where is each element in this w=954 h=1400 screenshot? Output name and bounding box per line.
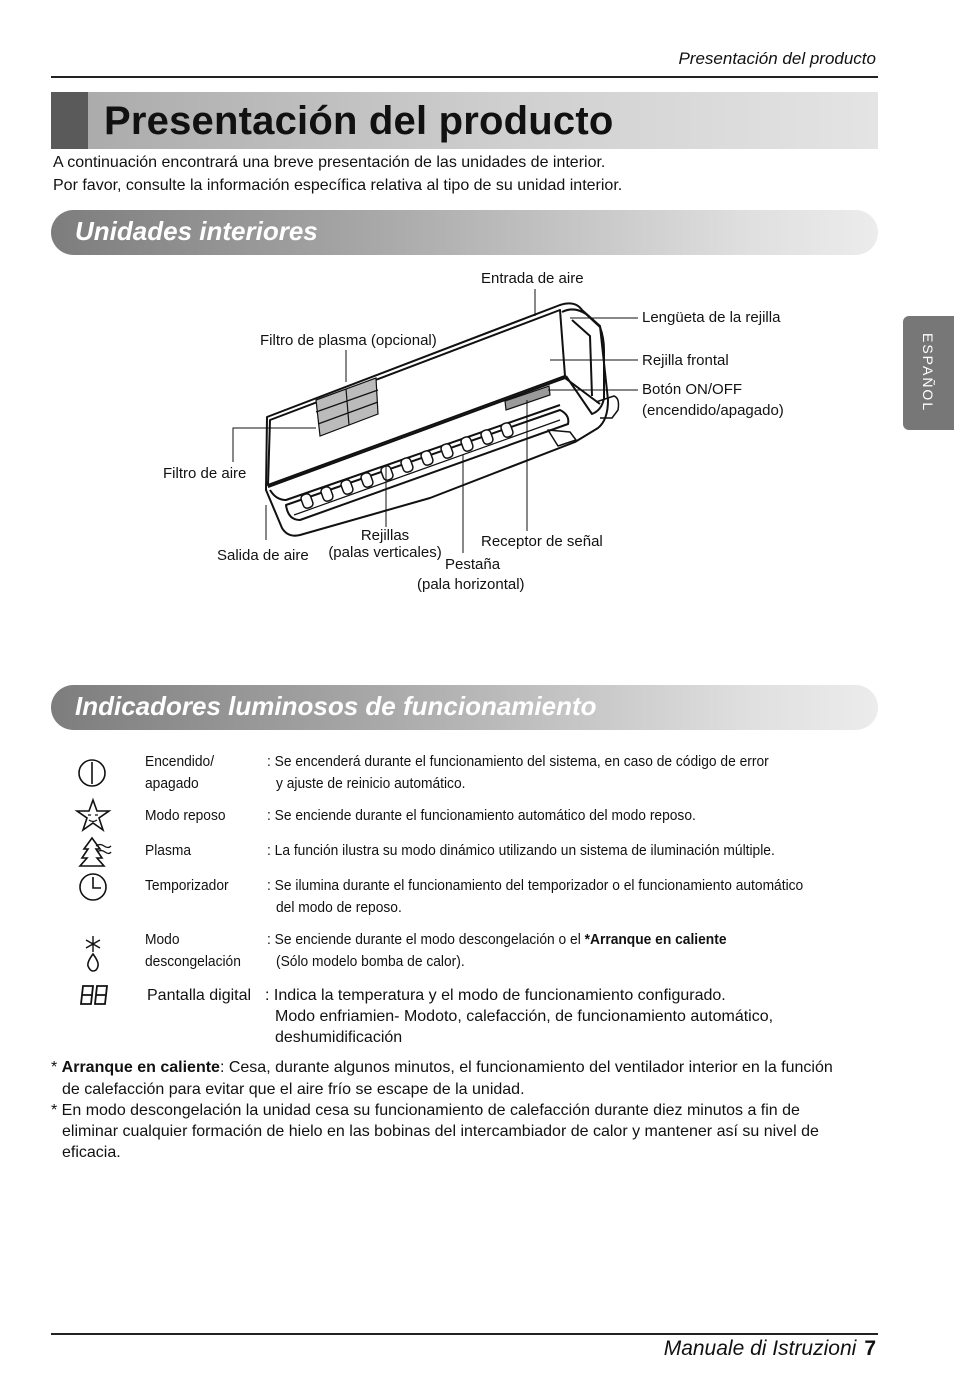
footer-manual: Manuale di Istruzioni [663, 1337, 857, 1360]
note-hot-start-star: * [51, 1059, 62, 1076]
footer-rule [51, 1333, 878, 1335]
note-hot-start-bold: Arranque en caliente [61, 1059, 220, 1076]
indicator-name-power: Encendido/ [145, 753, 215, 770]
indicator-name-defrost-2: descongelación [145, 953, 241, 970]
indicator-desc-defrost-bold: *Arranque en caliente [584, 931, 727, 948]
indicator-desc-plasma: : La función ilustra su modo dinámico utilizando un sistema de iluminación múltiple. [267, 842, 775, 859]
indicator-name-sleep: Modo reposo [145, 807, 226, 824]
label-horizontal-vane-sub: (pala horizontal) [417, 576, 525, 593]
label-air-outlet: Salida de aire [217, 547, 309, 564]
label-onoff-button: Botón ON/OFF [642, 381, 743, 398]
running-header: Presentación del producto [678, 49, 876, 68]
indicator-desc-defrost-2: (Sólo modelo bomba de calor). [276, 953, 465, 970]
intro-line-1: A continuación encontrará una breve presentación de las unidades de interior. [53, 154, 606, 171]
indicator-desc-timer-2: del modo de reposo. [276, 899, 402, 916]
note-hot-start [51, 1059, 833, 1077]
indicator-desc-defrost-text: : Se enciende durante el modo descongelación o el [267, 931, 585, 948]
intro-line-2: Por favor, consulte la información específica relativa al tipo de su unidad interior. [53, 177, 623, 194]
indicator-desc-power: : Se encenderá durante el funcionamiento del sistema, en caso de código de error [267, 753, 769, 770]
indicator-desc-display-3: deshumidificación [275, 1029, 403, 1046]
indicator-name-plasma: Plasma [145, 842, 192, 859]
defrost-icon [86, 936, 100, 971]
indicator-name-timer: Temporizador [145, 877, 229, 894]
note-defrost-3: eficacia. [62, 1144, 121, 1161]
page-number: 7 [864, 1337, 876, 1360]
indicator-desc-display: : Indica la temperatura y el modo de funcionamiento configurado. [265, 987, 726, 1004]
indicator-desc-timer: : Se ilumina durante el funcionamiento del temporizador o el funcionamiento automático [267, 877, 804, 894]
note-hot-start-text: : Cesa, durante algunos minutos, el funcionamiento del ventilador interior en la función [219, 1059, 833, 1076]
indicator-name-power-2: apagado [145, 775, 199, 792]
label-vertical-vanes-sub: (palas verticales) [328, 544, 442, 561]
plasma-icon [80, 838, 111, 866]
indicator-name-defrost: Modo [145, 931, 180, 948]
language-tab-label: ESPAÑOL [920, 333, 936, 413]
note-defrost-2: eliminar cualquier formación de hielo en las bobinas del intercambiador de calor y mantener así su nivel de [62, 1123, 819, 1140]
label-plasma-filter: Filtro de plasma (opcional) [260, 332, 437, 349]
note-defrost: * En modo descongelación la unidad cesa su funcionamiento de calefacción durante diez minutos a fin de [51, 1102, 800, 1119]
indicator-desc-power-2: y ajuste de reinicio automático. [276, 775, 466, 792]
label-air-filter: Filtro de aire [163, 465, 247, 482]
label-air-inlet: Entrada de aire [481, 270, 584, 287]
label-onoff-button-sub: (encendido/apagado) [642, 402, 784, 419]
footer [664, 1337, 876, 1361]
indicator-name-display: Pantalla digital [147, 987, 252, 1004]
note-hot-start-2: de calefacción para evitar que el aire frío se escape de la unidad. [62, 1081, 525, 1098]
star-sleep-icon [77, 800, 109, 830]
label-grille-tab: Lengüeta de la rejilla [642, 309, 781, 326]
indicator-desc-defrost [267, 931, 727, 948]
section-title-indicators: Indicadores luminosos de funcionamiento [75, 691, 597, 721]
clock-icon [80, 874, 106, 900]
label-horizontal-vane: Pestaña [445, 556, 501, 573]
label-vertical-vanes: Rejillas [360, 527, 410, 544]
page-title: Presentación del producto [104, 99, 614, 143]
indicator-desc-sleep: : Se enciende durante el funcionamiento automático del modo reposo. [267, 807, 696, 824]
digital-display-icon [81, 986, 107, 1004]
power-icon [79, 760, 105, 786]
label-front-grille: Rejilla frontal [642, 352, 729, 369]
indicator-desc-display-2: Modo enfriamien- Modoto, calefacción, de funcionamiento automático, [275, 1008, 774, 1025]
section-title-indoor-units: Unidades interiores [75, 216, 318, 246]
label-signal-receiver: Receptor de señal [481, 533, 603, 550]
